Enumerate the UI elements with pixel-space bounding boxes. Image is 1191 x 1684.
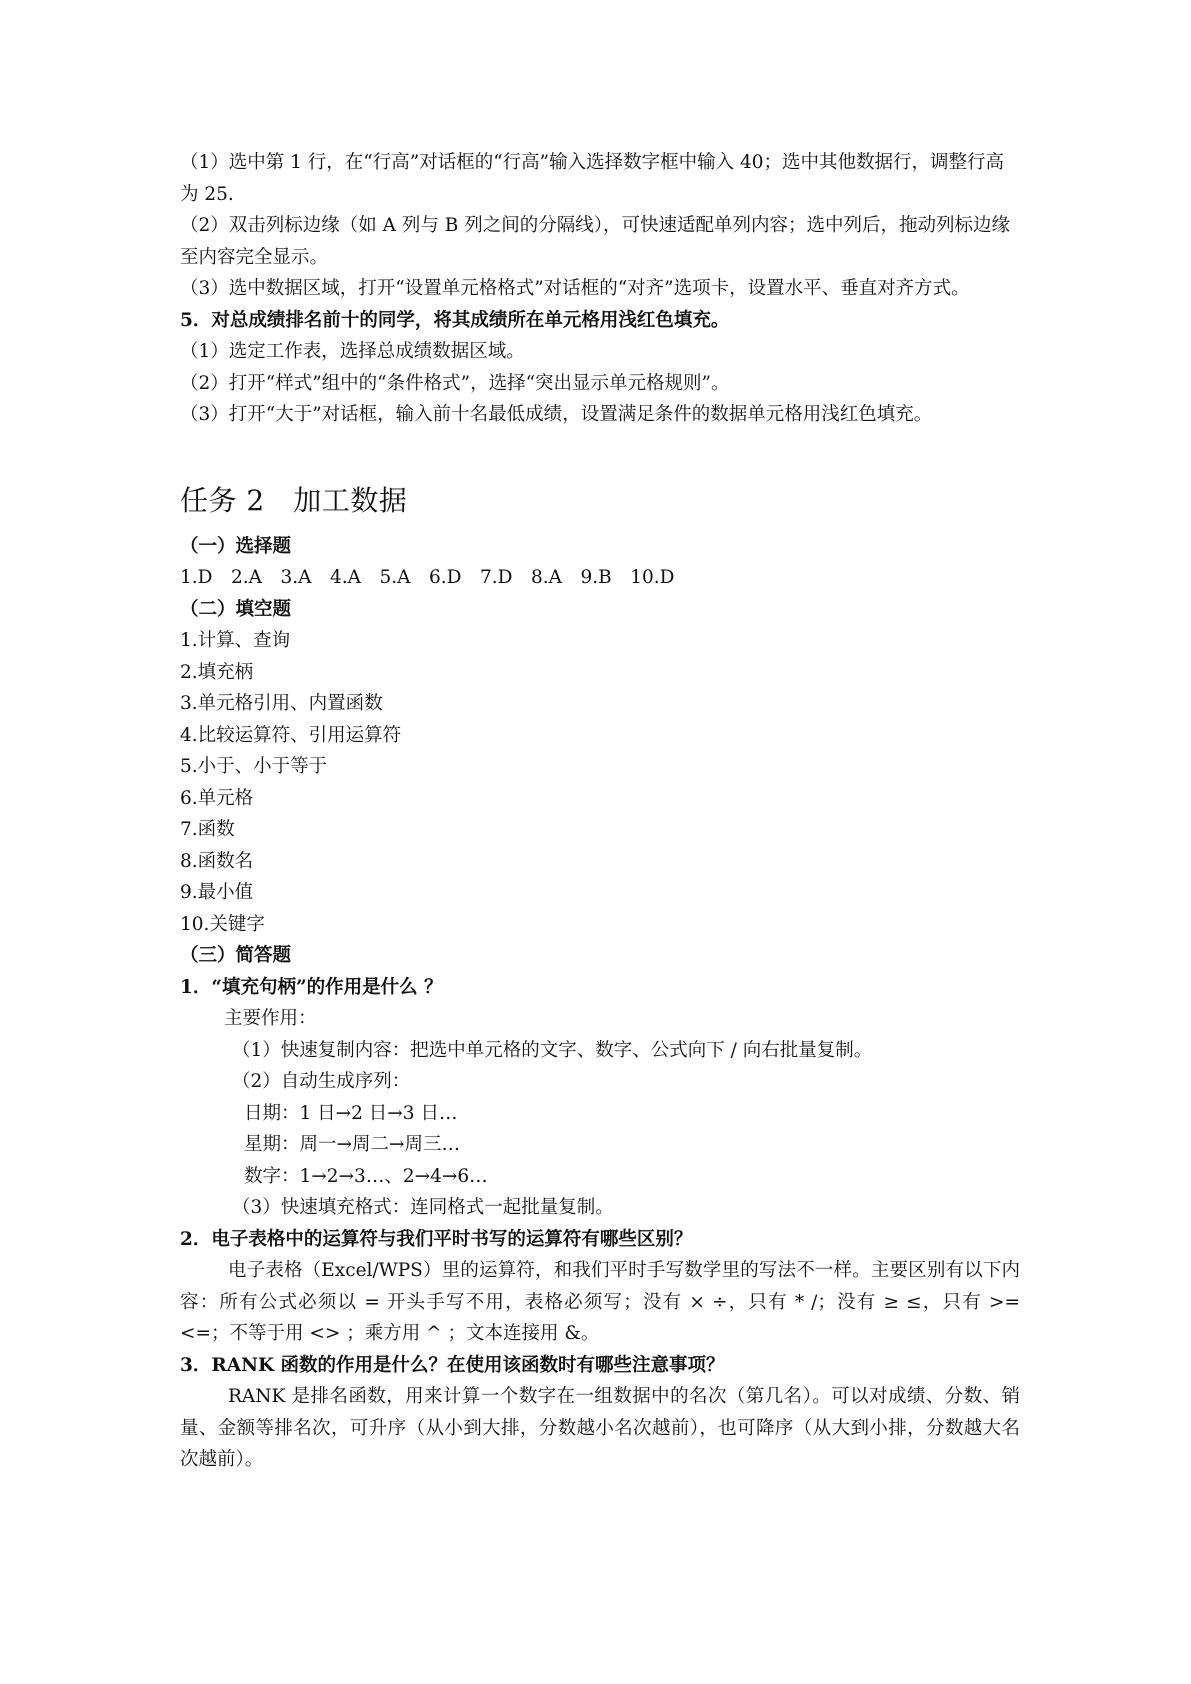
fill-answer: 1.计算、查询	[180, 630, 291, 651]
fill-answer: 4.比较运算符、引用运算符	[180, 724, 402, 746]
question-5-title: 5．对总成绩排名前十的同学，将其成绩所在单元格用浅红色填充。	[180, 309, 730, 331]
q5-step-3: （3）打开“大于”对话框，输入前十名最低成绩，设置满足条件的数据单元格用浅红色填充。	[180, 404, 933, 425]
short-q1-title: 1．“填充句柄”的作用是什么 ？	[180, 976, 443, 998]
step-line-3: （3）选中数据区域，打开“设置单元格格式”对话框的“对齐”选项卡，设置水平、垂直对齐方式。	[180, 278, 970, 299]
page-content	[180, 147, 1026, 1476]
short-q3-body: RANK 是排名函数，用来计算一个数字在一组数据中的名次（第几名）。可以对成绩、分数、销量、金额等排名次，可升序（从小到大排，分数越小名次越前），也可降序（从大到小排，分数越大名次越前）。	[180, 1386, 1020, 1470]
short-q1-item-3: （3）快速填充格式：连同格式一起批量复制。	[232, 1197, 614, 1218]
short-q1-seq-week: 星期：周一→周二→周三…	[244, 1134, 461, 1155]
fill-answer: 8.函数名	[180, 850, 254, 872]
section-fill-title: （二）填空题	[180, 598, 292, 620]
q5-step-1: （1）选定工作表，选择总成绩数据区域。	[180, 341, 525, 362]
step-line-1: （1）选中第 1 行，在“行高”对话框的“行高”输入选择数字框中输入 40；选中其他数据行，调整行高为 25.	[180, 152, 1005, 205]
short-q1-item-1: （1）快速复制内容：把选中单元格的文字、数字、公式向下 / 向右批量复制。	[232, 1039, 873, 1061]
short-q2-title: 2．电子表格中的运算符与我们平时书写的运算符有哪些区别？	[180, 1228, 693, 1250]
choice-answers: 1.D 2.A 3.A 4.A 5.A 6.D 7.D 8.A 9.B 10.D	[180, 567, 675, 588]
short-q1-item-2: （2）自动生成序列：	[232, 1071, 411, 1092]
fill-answer: 9.最小值	[180, 882, 254, 903]
short-q3-title: 3．RANK 函数的作用是什么？在使用该函数时有哪些注意事项？	[180, 1354, 725, 1376]
section-short-answer-title: （三）简答题	[180, 945, 292, 966]
step-line-2: （2）双击列标边缘（如 A 列与 B 列之间的分隔线），可快速适配单列内容；选中列后，拖动列标边缘至内容完全显示。	[180, 215, 1011, 268]
fill-answer: 6.单元格	[180, 787, 254, 809]
short-q1-intro: 主要作用：	[224, 1008, 317, 1029]
section-choice-title: （一）选择题	[180, 535, 292, 557]
fill-answer: 2.填充柄	[180, 661, 254, 683]
fill-answer: 3.单元格引用、内置函数	[180, 693, 383, 714]
task-2-heading: 任务 2 加工数据	[180, 483, 408, 517]
short-q2-body: 电子表格（Excel/WPS）里的运算符，和我们平时手写数学里的写法不一样。主要区别有以下内容：所有公式必须以 = 开头手写不用，表格必须写；没有 × ÷，只有 * /；没有 ≥ ≤，只有 >= <=；不等于用 <> ；乘方用 ^ ；文本连接用 &。	[180, 1260, 1026, 1344]
q5-step-2: （2）打开“样式”组中的“条件格式”，选择“突出显示单元格规则”。	[180, 372, 730, 394]
fill-answer: 5.小于、小于等于	[180, 756, 328, 777]
fill-answer: 10.关键字	[180, 913, 265, 935]
short-q1-seq-date: 日期：1 日→2 日→3 日…	[244, 1102, 458, 1124]
fill-answer: 7.函数	[180, 819, 235, 840]
short-q1-seq-number: 数字：1→2→3…、2→4→6…	[244, 1165, 488, 1187]
